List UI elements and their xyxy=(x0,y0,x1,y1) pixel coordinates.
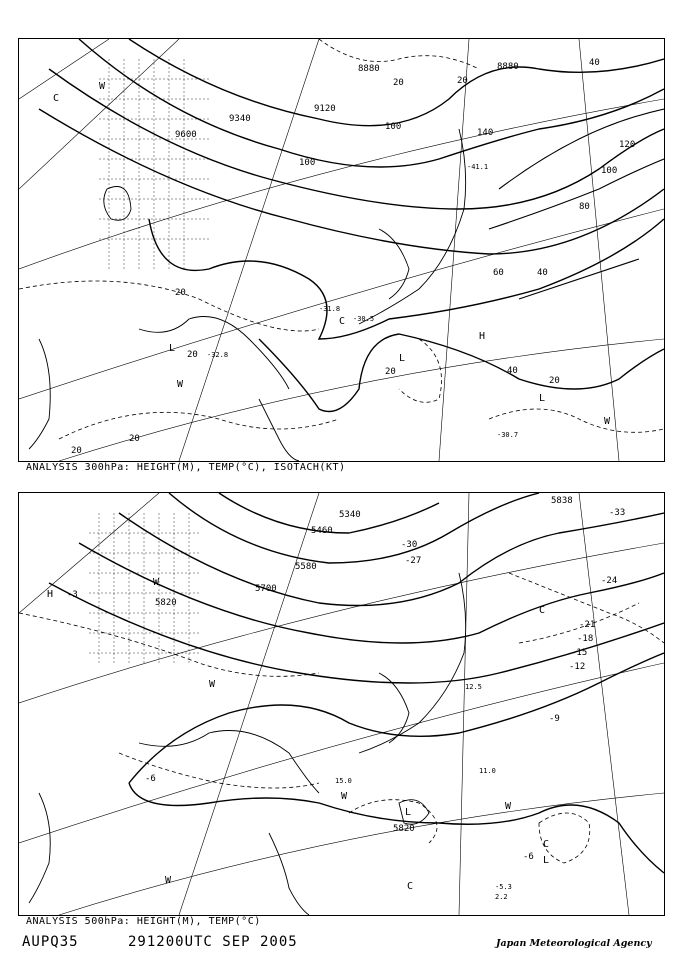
temperature-label: -30.7 xyxy=(497,431,519,439)
station-value: -5.3 xyxy=(495,883,512,891)
isotherm-label: -27 xyxy=(405,556,422,566)
pressure-center-label: W xyxy=(99,81,106,92)
pressure-center-label: L xyxy=(405,807,412,818)
height-label: 9340 xyxy=(229,114,251,124)
pressure-center-label: C xyxy=(53,93,60,104)
map-500hpa xyxy=(18,492,665,916)
height-label: 5820 xyxy=(393,824,415,834)
height-label: 5340 xyxy=(339,510,361,520)
isotherm-label: -18 xyxy=(577,634,594,644)
temperature-label: -41.1 xyxy=(467,163,489,171)
isotach-label: 40 xyxy=(507,366,518,376)
isotherm-label: -21 xyxy=(579,620,596,630)
pressure-center-label: C xyxy=(339,316,346,327)
station-value: 12.5 xyxy=(465,683,482,691)
pressure-center-label: W xyxy=(505,801,512,812)
coastlines-bottom xyxy=(29,573,466,915)
graticule-bottom xyxy=(19,493,664,915)
height-label: 9600 xyxy=(175,130,197,140)
agency-name: Japan Meteorological Agency xyxy=(496,938,652,949)
chart-caption: ANALYSIS 500hPa: HEIGHT(M), TEMP(°C) xyxy=(26,916,261,927)
pressure-center-label: H xyxy=(47,589,54,600)
station-value: 2.2 xyxy=(495,893,508,901)
temperature-label: -30.5 xyxy=(353,315,375,323)
graticule-top xyxy=(19,39,664,461)
isotach-label: 100 xyxy=(385,122,402,132)
isotach-label: 20 xyxy=(71,446,82,456)
isotach-label: 20 xyxy=(457,76,468,86)
pressure-center-label: W xyxy=(209,679,216,690)
grid-hatch-bottom xyxy=(89,513,199,663)
isotach-label: 80 xyxy=(579,202,590,212)
isotach-label: 140 xyxy=(477,128,494,138)
height-label: 8880 xyxy=(358,64,380,74)
isotherm-label: -6 xyxy=(145,774,156,784)
temperature-label: -31.8 xyxy=(319,305,341,313)
pressure-center-label: L xyxy=(399,353,406,364)
pressure-center-label: L xyxy=(539,393,546,404)
pressure-center-label: H xyxy=(479,331,486,342)
isotach-label: 120 xyxy=(619,140,636,150)
height-label: 5820 xyxy=(155,598,177,608)
valid-time: 291200UTC SEP 2005 xyxy=(128,934,298,950)
pressure-center-label: W xyxy=(341,791,348,802)
pressure-center-label: W xyxy=(604,416,611,427)
pressure-center-label: C xyxy=(407,881,414,892)
height-label: 5460 xyxy=(311,526,333,536)
isotach-label: 20 xyxy=(549,376,560,386)
coastlines-top xyxy=(29,129,466,461)
isotach-label: 20 xyxy=(393,78,404,88)
isotach-label: 40 xyxy=(537,268,548,278)
isotherm-label: -15 xyxy=(571,648,588,658)
product-id: AUPQ35 xyxy=(22,934,79,950)
isotherm-label: -9 xyxy=(549,714,560,724)
station-value: 15.0 xyxy=(335,777,352,785)
pressure-center-label: W xyxy=(177,379,184,390)
isotherm-label: -33 xyxy=(609,508,626,518)
height-label: 5700 xyxy=(255,584,277,594)
isotherm-label: -6 xyxy=(523,852,534,862)
pressure-center-label: C xyxy=(539,605,546,616)
pressure-center-label: C xyxy=(543,839,550,850)
pressure-center-label: W xyxy=(165,875,172,886)
pressure-center-label: L xyxy=(543,855,550,866)
isotherm-label: -30 xyxy=(401,540,418,550)
isotach-label: 60 xyxy=(493,268,504,278)
height-label: 5838 xyxy=(551,496,573,506)
isotach-label: 20 xyxy=(175,288,186,298)
map-300hpa xyxy=(18,38,665,462)
height-label: 8880 xyxy=(497,62,519,72)
isotach-label: 20 xyxy=(385,367,396,377)
height-contours-top xyxy=(39,39,664,412)
isotach-label: 100 xyxy=(601,166,618,176)
isotach-label: 20 xyxy=(129,434,140,444)
chart-caption: ANALYSIS 300hPa: HEIGHT(M), TEMP(°C), ISOTACH(KT) xyxy=(26,462,346,473)
temperature-label: -32.8 xyxy=(207,351,229,359)
isotach-label: 20 xyxy=(187,350,198,360)
station-value: 11.0 xyxy=(479,767,496,775)
isotherm-label: -12 xyxy=(569,662,586,672)
isotach-label: 100 xyxy=(299,158,316,168)
pressure-center-label: L xyxy=(169,343,176,354)
isotach-label: 40 xyxy=(589,58,600,68)
height-label: 5580 xyxy=(295,562,317,572)
isotherm-label: -3 xyxy=(67,590,78,600)
height-label: 9120 xyxy=(314,104,336,114)
pressure-center-label: W xyxy=(153,577,160,588)
height-contours-bottom xyxy=(49,493,664,873)
isotherm-label: -24 xyxy=(601,576,618,586)
